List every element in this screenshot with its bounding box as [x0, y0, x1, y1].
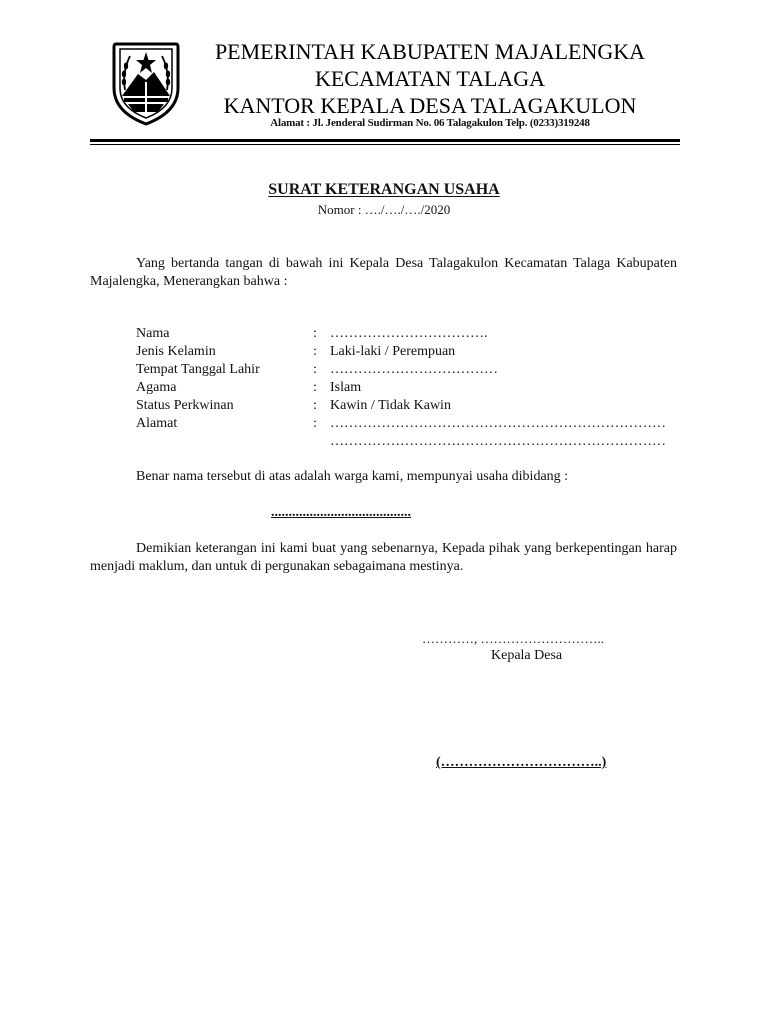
field-label: Status Perkwinan [136, 398, 234, 413]
field-label: Agama [136, 380, 177, 395]
header-address: Alamat : Jl. Jenderal Sudirman No. 06 Talagakulon Telp. (0233)319248 [270, 117, 590, 129]
document-number: Nomor : …./…./…./2020 [317, 202, 451, 217]
field-colon: : [313, 326, 317, 341]
header-divider-thick [90, 139, 680, 142]
field-label: Jenis Kelamin [136, 344, 216, 359]
field-value: ……………………………………………………………… [330, 434, 666, 449]
field-label: Alamat [136, 416, 178, 431]
document-title [0, 181, 768, 199]
signature-place-date: …………, ……………………….. [422, 631, 604, 646]
field-colon: : [313, 344, 317, 359]
header-government: PEMERINTAH KABUPATEN MAJALENGKA [214, 39, 646, 64]
field-value: Laki-laki / Perempuan [330, 344, 456, 359]
field-label: Tempat Tanggal Lahir [136, 362, 260, 377]
field-colon: : [313, 416, 317, 431]
field-colon: : [313, 380, 317, 395]
field-label: Nama [136, 326, 170, 341]
closing-text: Demikian keterangan ini kami buat yang sebenarnya, Kepada pihak yang berkepentingan harap menjadi maklum, dan untuk di pergunakan sebagaimana mestinya. [90, 541, 677, 574]
signature-name: (……………………………..) [436, 755, 607, 770]
header-district: KECAMATAN TALAGA [314, 66, 546, 91]
field-value: ……………………………………………………………… [330, 416, 666, 431]
field-value: ……………………………… [330, 362, 498, 377]
business-field-blank: ........................................ [271, 505, 411, 520]
field-value: Kawin / Tidak Kawin [330, 398, 451, 413]
field-colon: : [313, 398, 317, 413]
field-value: ……………………………. [330, 326, 488, 341]
intro-text: Yang bertanda tangan di bawah ini Kepala Desa Talagakulon Kecamatan Talaga Kabupaten Majalengka, Menerangkan bahwa : [90, 256, 677, 289]
closing-paragraph [90, 540, 677, 576]
header-office: KANTOR KEPALA DESA TALAGAKULON [223, 93, 637, 118]
statement-text: Benar nama tersebut di atas adalah warga kami, mempunyai usaha dibidang : [136, 469, 569, 484]
field-colon: : [313, 362, 317, 377]
document-title-text: SURAT KETERANGAN USAHA [268, 181, 500, 198]
intro-paragraph [90, 255, 677, 291]
header-divider-thin [90, 144, 680, 145]
regency-emblem-icon [108, 38, 184, 126]
signature-position: Kepala Desa [491, 648, 563, 663]
field-value: Islam [330, 380, 362, 395]
